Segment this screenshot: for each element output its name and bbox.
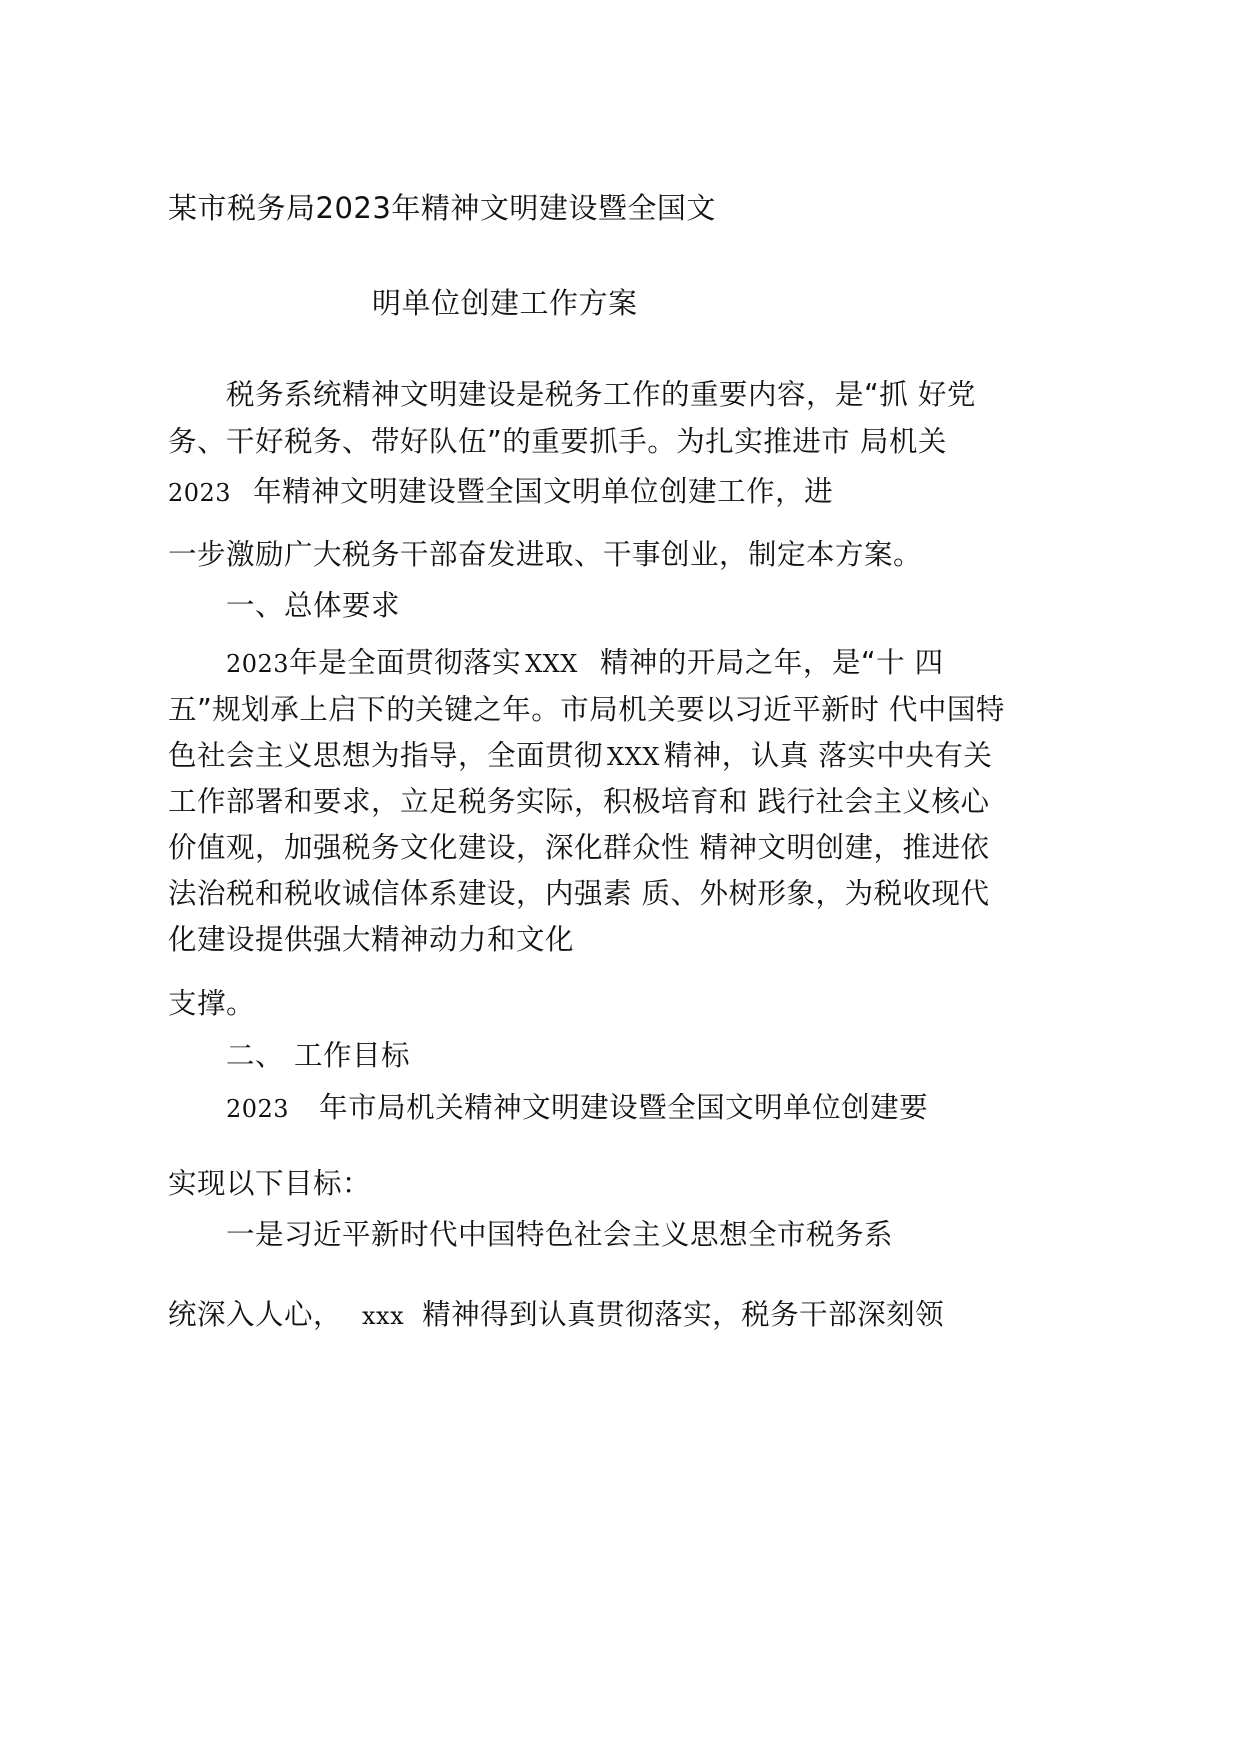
section2-line [226, 1215, 893, 1255]
section1-line [168, 920, 574, 960]
intro-year: 2023 [168, 479, 232, 507]
section1-line [168, 828, 990, 868]
section1-line [168, 690, 1005, 730]
section1-text: 工作部署和要求，立足税务实际，积极培育和 践行社会主义核心 [168, 785, 990, 818]
section-heading-text: 工作目标 [294, 1039, 411, 1072]
section1-text: 色社会主义思想为指导，全面贯彻 [168, 739, 604, 772]
section-heading [226, 586, 400, 626]
section2-line [168, 1164, 371, 1204]
document-title-line-2 [372, 283, 638, 323]
intro-line [226, 375, 976, 415]
section2-placeholder: xxx [362, 1302, 405, 1330]
intro-text: 年精神文明建设暨全国文明单位创建工作，进 [253, 475, 834, 508]
section1-text: 年是全面贯彻落实 [289, 646, 522, 679]
section2-text: 年市局机关精神文明建设暨全国文明单位创建要 [319, 1091, 929, 1124]
section-heading-text: 一、总体要求 [226, 589, 401, 622]
title-text: 明单位创建工作方案 [372, 286, 638, 320]
section1-year: 2023 [226, 650, 290, 678]
intro-line [168, 472, 833, 513]
section1-text: 支撑。 [168, 987, 256, 1020]
section1-text: 精神，认真 落实中央有关 [663, 739, 993, 772]
section1-text: 法治税和税收诚信体系建设，内强素 质、外树形象，为税收现代 [168, 877, 990, 910]
section1-text: 精神的开局之年，是“十 四 [599, 646, 944, 679]
section2-line [168, 1295, 944, 1336]
section1-line [168, 782, 990, 822]
section1-line [168, 736, 992, 777]
section2-text: 精神得到认真贯彻落实，税务干部深刻领 [422, 1298, 945, 1331]
intro-text: 一步激励广大税务干部奋发进取、干事创业，制定本方案。 [168, 538, 923, 571]
section2-text: 实现以下目标： [168, 1167, 372, 1200]
section2-text: 统深入人心， [168, 1298, 343, 1331]
intro-line [168, 422, 947, 462]
section2-year: 2023 [226, 1095, 290, 1123]
section1-line [168, 984, 255, 1024]
section1-line [168, 874, 990, 914]
section1-text: 价值观，加强税务文化建设，深化群众性 精神文明创建，推进依 [168, 831, 990, 864]
intro-line [168, 535, 922, 575]
section2-line [226, 1088, 928, 1129]
intro-text: 务、干好税务、带好队伍”的重要抓手。为扎实推进市 局机关 [168, 425, 947, 458]
section2-text: 一是习近平新时代中国特色社会主义思想全市税务系 [226, 1218, 894, 1251]
title-text: 某市税务局 [168, 191, 316, 225]
section1-placeholder: XXX [525, 650, 578, 678]
section1-placeholder: XXX [607, 743, 660, 771]
section-heading-number: 二、 [226, 1039, 285, 1072]
document-title-line-1 [168, 188, 716, 228]
intro-text: 税务系统精神文明建设是税务工作的重要内容，是“抓 好党 [226, 378, 976, 411]
section1-text: 五”规划承上启下的关键之年。市局机关要以习近平新时 代中国特 [168, 693, 1005, 726]
title-text: 年精神文明建设暨全国文 [391, 191, 716, 225]
title-year: 2023 [315, 191, 392, 225]
section1-line [226, 643, 944, 684]
section-heading [226, 1036, 410, 1076]
section1-text: 化建设提供强大精神动力和文化 [168, 923, 575, 956]
